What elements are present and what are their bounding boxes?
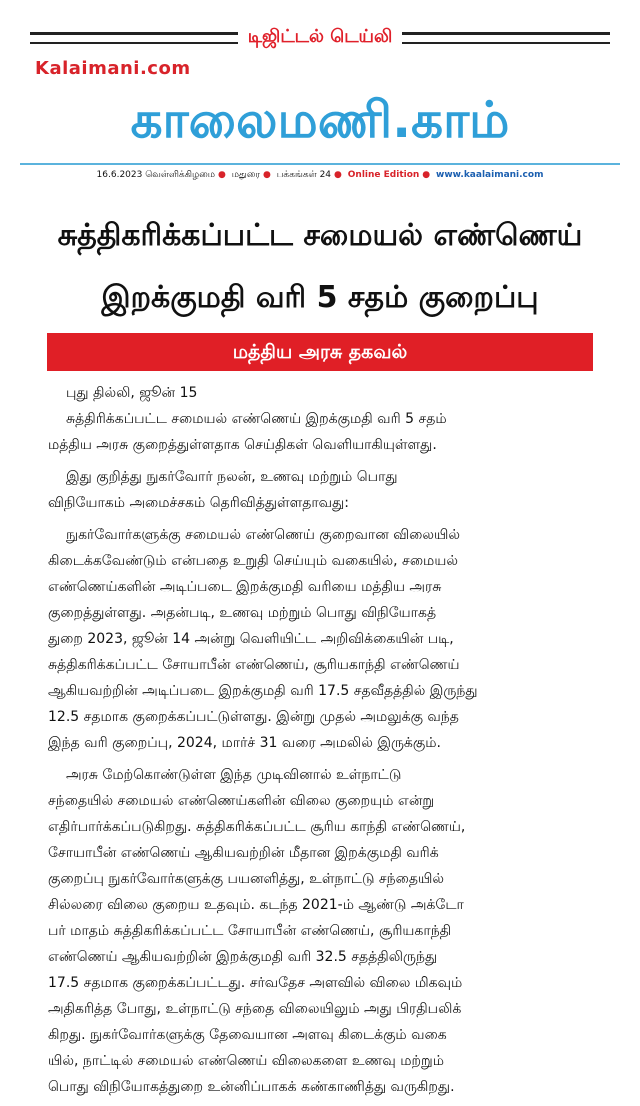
paragraph-line: இந்த வரி குறைப்பு, 2024, மார்ச் 31 வரை அமலில் இருக்கும்.	[48, 735, 441, 751]
paragraph-line: பொது விநியோகத்துறை உன்னிப்பாகக் கண்காணித்து வருகிறது.	[48, 1079, 455, 1095]
paragraph-line: குறைப்பு நுகர்வோர்களுக்கு பயனளித்து, உள்நாட்டு சந்தையில்	[48, 871, 444, 887]
edition-city: மதுரை	[231, 170, 260, 180]
paragraph-line: கிடைக்கவேண்டும் என்பதை உறுதி செய்யும் வகையில், சமையல்	[48, 553, 458, 569]
edition-date: 16.6.2023 வெள்ளிக்கிழமை	[96, 170, 216, 180]
edition-pages: பக்கங்கள் 24	[276, 170, 332, 180]
headline-line-2: இறக்குமதி வரி 5 சதம் குறைப்பு	[101, 280, 539, 315]
brand-latin-logo: Kalaimani.com	[35, 58, 191, 79]
article-paragraphs	[48, 406, 598, 1100]
bullet-icon: ●	[422, 170, 431, 180]
bullet-icon: ●	[218, 170, 226, 180]
paragraph-line: இது குறித்து நுகர்வோர் நலன், உணவு மற்றும் பொது	[66, 469, 398, 485]
paragraph-line: கிறது. நுகர்வோர்களுக்கு தேவையான அளவு கிடைக்கும் வகை	[48, 1027, 447, 1043]
paragraph-line: விநியோகம் அமைச்சகம் தெரிவித்துள்ளதாவது:	[48, 495, 349, 511]
divider	[20, 163, 620, 165]
article-body	[48, 380, 598, 1106]
bullet-icon: ●	[334, 170, 342, 180]
paragraph-line: சோயாபீன் எண்ணெய் ஆகியவற்றின் மீதான இறக்குமதி வரிக்	[48, 845, 439, 861]
paragraph-line: அதிகரித்த போது, உள்நாட்டு சந்தை விலையிலும் அது பிரதிபலிக்	[48, 1001, 462, 1017]
divider	[30, 32, 238, 44]
paragraph-line: யில், நாட்டில் சமையல் எண்ணெய் விலைகளை உணவு மற்றும்	[48, 1053, 444, 1069]
article-paragraph	[48, 464, 598, 516]
article-paragraph	[48, 406, 598, 458]
paragraph-line: சில்லரை விலை குறைய உதவும். கடந்த 2021-ம் ஆண்டு அக்டோ	[48, 897, 464, 913]
paragraph-line: எண்ணெய்களின் அடிப்படை இறக்குமதி வரியை மத்திய அரசு	[48, 579, 442, 595]
paragraph-line: ஆகியவற்றின் அடிப்படை இறக்குமதி வரி 17.5 சதவீதத்தில் இருந்து	[48, 683, 478, 699]
subheadline-banner: மத்திய அரசு தகவல்	[47, 333, 593, 371]
brand-logo: காலைமணி.காம்	[130, 91, 510, 149]
paragraph-line: துறை 2023, ஜூன் 14 அன்று வெளியிட்ட அறிவிக்கையின் படி,	[48, 631, 454, 647]
paragraph-line: நுகர்வோர்களுக்கு சமையல் எண்ணெய் குறைவான விலையில்	[66, 527, 461, 543]
paragraph-line: சுத்திரிக்கப்பட்ட சமையல் எண்ணெய் இறக்குமதி வரி 5 சதம்	[66, 411, 447, 427]
masthead-tagline: டிஜிட்டல் டெய்லி	[247, 26, 393, 47]
site-url[interactable]: www.kaalaimani.com	[436, 170, 544, 180]
paragraph-line: அரசு மேற்கொண்டுள்ள இந்த முடிவினால் உள்நாட்டு	[66, 767, 402, 783]
paragraph-line: சுத்திகரிக்கப்பட்ட சோயாபீன் எண்ணெய், சூரியகாந்தி எண்ணெய்	[48, 657, 460, 673]
paragraph-line: எண்ணெய் ஆகியவற்றின் இறக்குமதி வரி 32.5 சதத்திலிருந்து	[48, 949, 438, 965]
edition-label: Online Edition	[347, 170, 420, 180]
paragraph-line: 17.5 சதமாக குறைக்கப்பட்டது. சர்வதேச அளவில் விலை மிகவும்	[48, 975, 463, 991]
headline-line-1: சுத்திகரிக்கப்பட்ட சமையல் எண்ணெய்	[57, 218, 583, 253]
article-dateline: புது தில்லி, ஜூன் 15	[66, 385, 198, 401]
article-paragraph	[48, 522, 598, 756]
paragraph-line: மத்திய அரசு குறைத்துள்ளதாக செய்திகள் வெளியாகியுள்ளது.	[48, 437, 437, 453]
bullet-icon: ●	[263, 170, 271, 180]
paragraph-line: 12.5 சதமாக குறைக்கப்பட்டுள்ளது. இன்று முதல் அமலுக்கு வந்த	[48, 709, 459, 725]
masthead-tagline-row	[30, 26, 610, 49]
article-paragraph	[48, 762, 598, 1100]
paragraph-line: சந்தையில் சமையல் எண்ணெய்களின் விலை குறையும் என்று	[48, 793, 435, 809]
paragraph-line: எதிர்பார்க்கப்படுகிறது. சுத்திகரிக்கப்பட்ட சூரிய காந்தி எண்ணெய்,	[48, 819, 466, 835]
paragraph-line: குறைத்துள்ளது. அதன்படி, உணவு மற்றும் பொது விநியோகத்	[48, 605, 437, 621]
edition-info	[20, 170, 620, 181]
divider	[402, 32, 610, 44]
paragraph-line: பர் மாதம் சுத்திகரிக்கப்பட்ட சோயாபீன் எண்ணெய், சூரியகாந்தி	[48, 923, 452, 939]
